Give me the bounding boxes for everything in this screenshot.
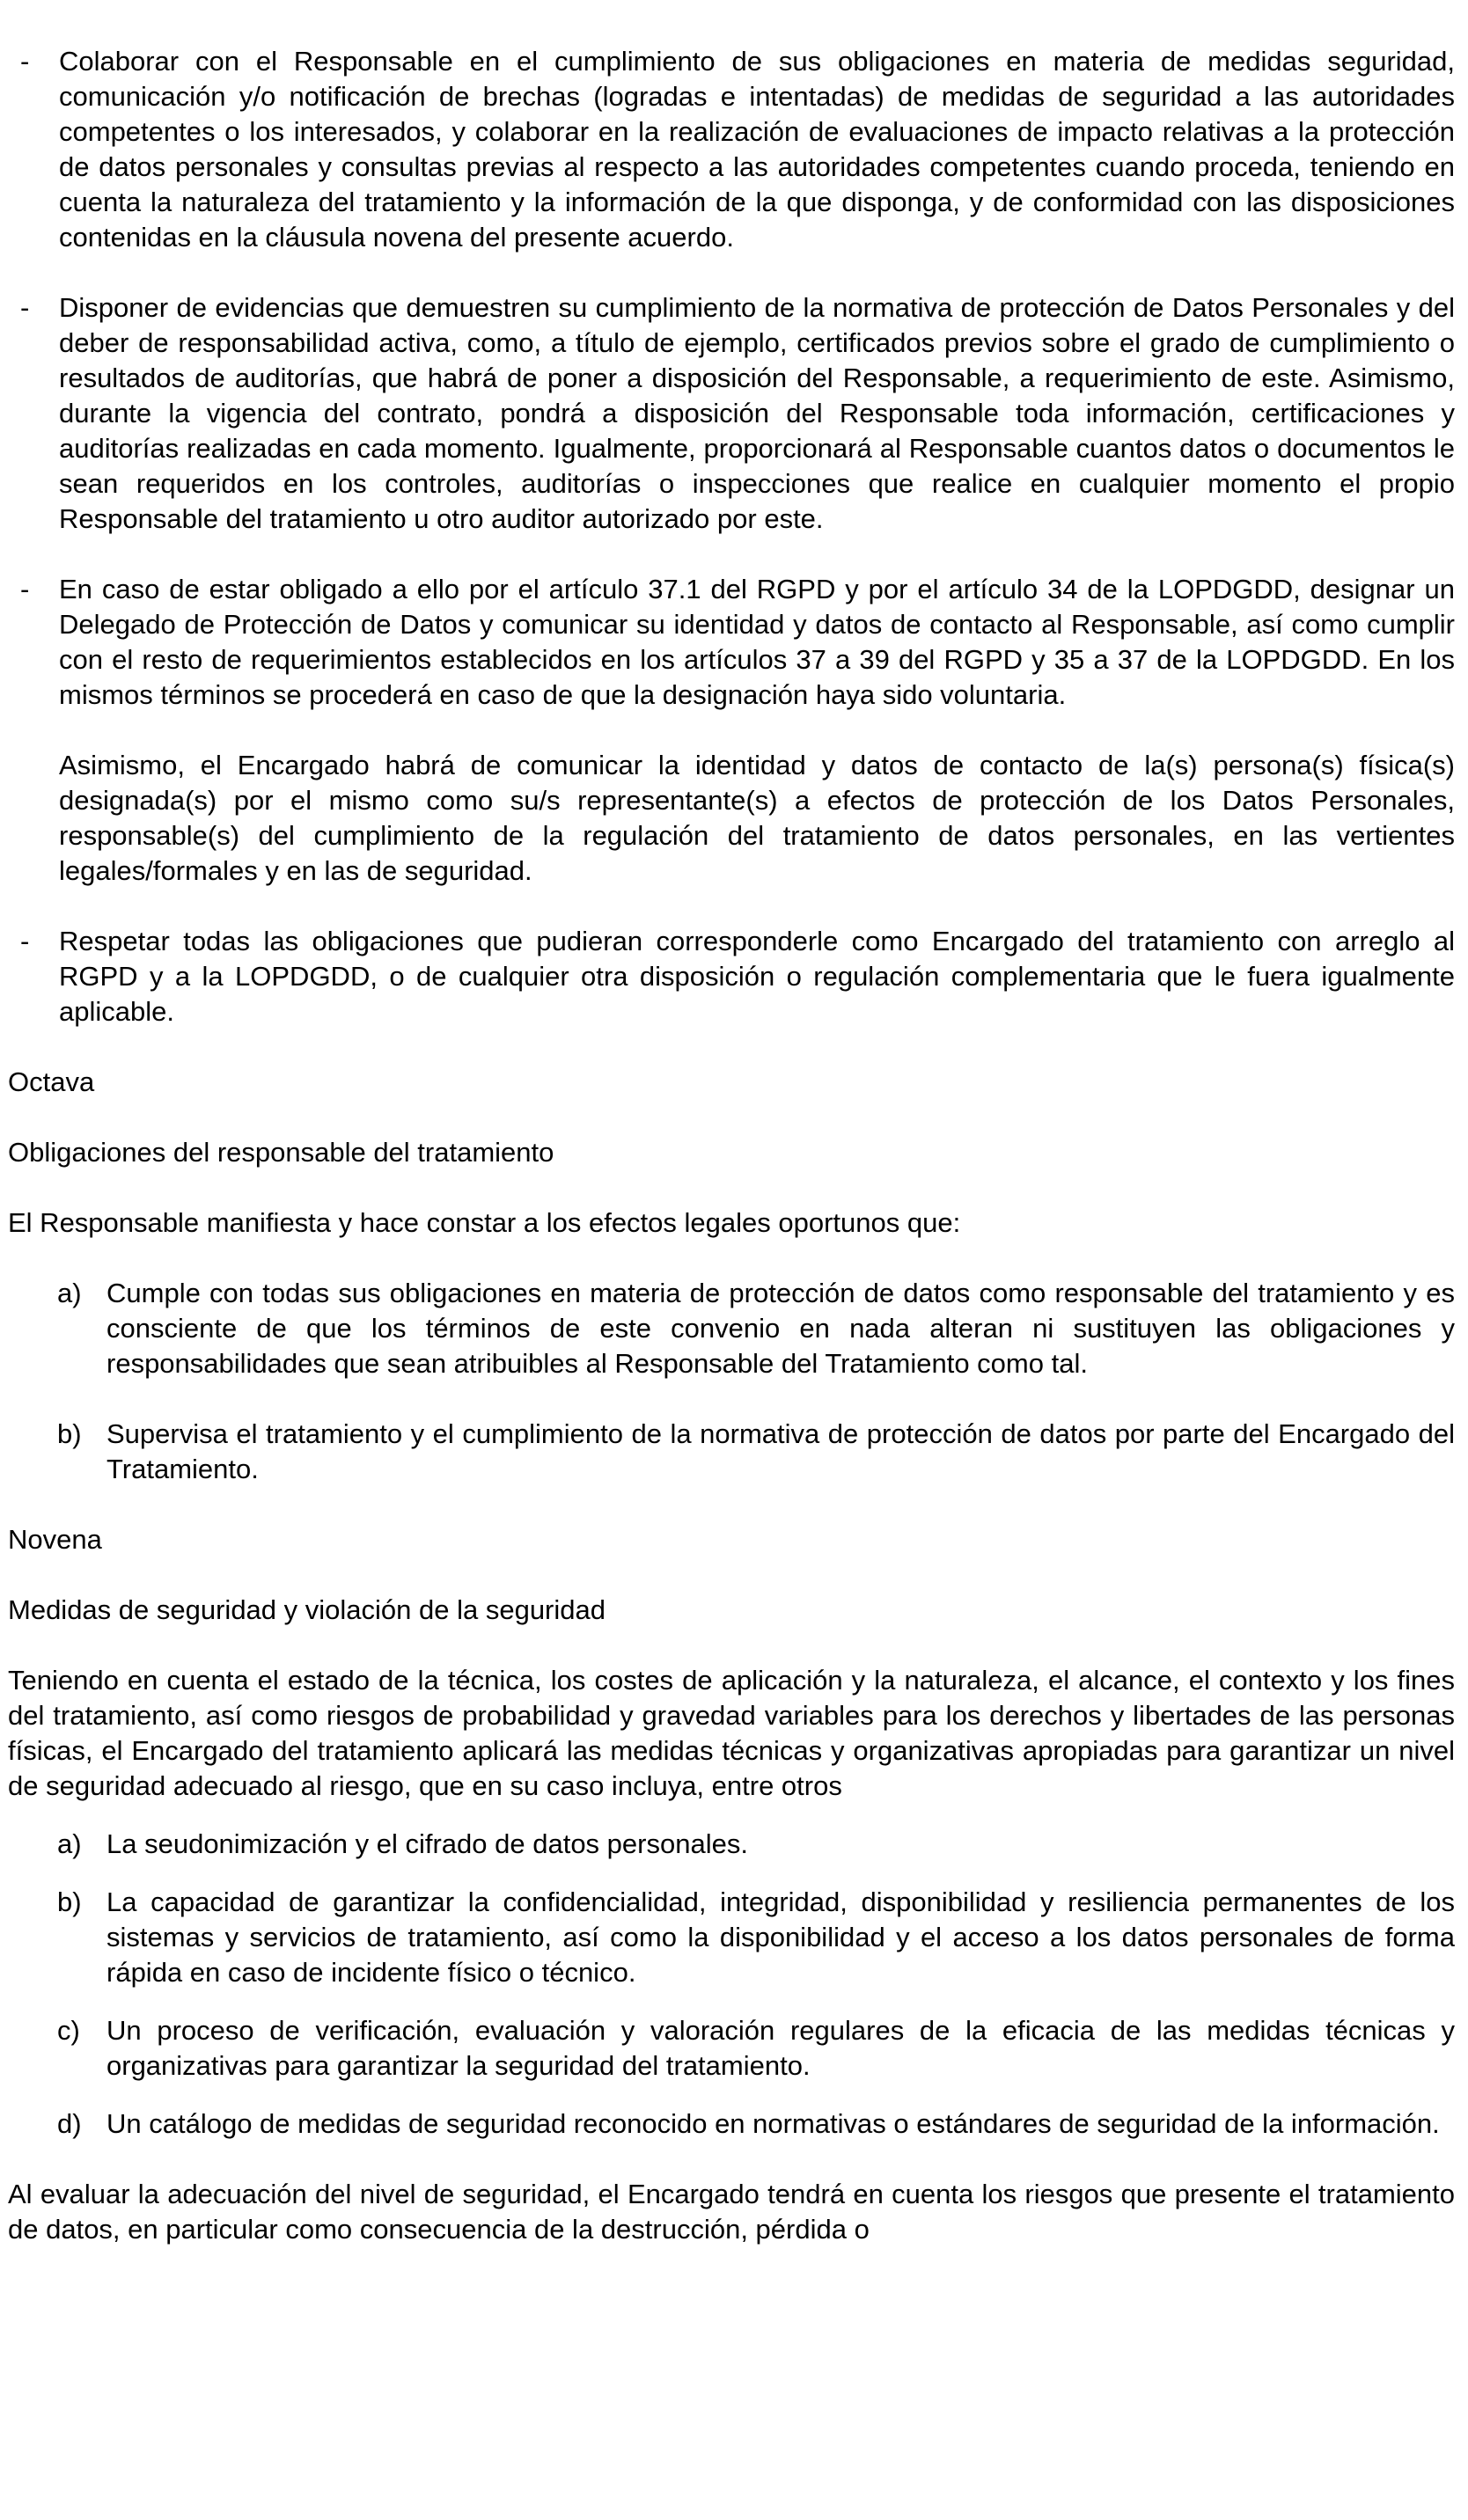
dash-marker: - [20, 926, 30, 956]
item-text: Supervisa el tratamiento y el cumplimiento de la normativa de protección de datos por parte del Encargado del Tratamiento. [106, 1418, 1455, 1484]
lettered-list-item [8, 2106, 1455, 2142]
letter-marker: a) [57, 1278, 82, 1308]
item-text: Cumple con todas sus obligaciones en materia de protección de datos como responsable del tratamiento y es consciente de que los términos de este convenio en nada alteran ni sustituyen las obligaciones y responsabilidades que sean atribuibles al Responsable del Tratamiento como tal. [106, 1278, 1455, 1379]
item-text: Un catálogo de medidas de seguridad reconocido en normativas o estándares de seguridad de la información. [106, 2108, 1440, 2139]
continuation-paragraph: Asimismo, el Encargado habrá de comunicar la identidad y datos de contacto de la(s) persona(s) física(s) designada(s) por el mismo como su/s representante(s) a efectos de protección de los Datos Personales, responsable(s) del cumplimiento de la regulación del tratamiento de datos personales, en las vertientes legales/formales y en las de seguridad. [59, 750, 1455, 886]
letter-marker: c) [57, 2015, 80, 2046]
letter-marker: a) [57, 1828, 82, 1859]
paragraph: El Responsable manifiesta y hace constar a los efectos legales oportunos que: [8, 1207, 961, 1238]
item-text: Disponer de evidencias que demuestren su cumplimiento de la normativa de protección de Datos Personales y del deber de responsabilidad activa, como, a título de ejemplo, certificados previos sobre el grado de cumplimiento o resultados de auditorías, que habrá de poner a disposición del Responsable, a requerimiento de este. Asimismo, durante la vigencia del contrato, pondrá a disposición del Responsable toda información, certificaciones y auditorías realizadas en cada momento. Igualmente, proporcionará al Responsable cuantos datos o documentos le sean requeridos en los controles, auditorías o inspecciones que realice en cualquier momento el propio Responsable del tratamiento u otro auditor autorizado por este. [59, 292, 1455, 534]
lettered-list-item [8, 1276, 1455, 1381]
section-heading: Obligaciones del responsable del tratamiento [8, 1137, 554, 1168]
item-text: Respetar todas las obligaciones que pudieran corresponderle como Encargado del tratamiento con arreglo al RGPD y a la LOPDGDD, o de cualquier otra disposición o regulación complementaria que le fuera igualmente aplicable. [59, 926, 1455, 1027]
item-text: En caso de estar obligado a ello por el artículo 37.1 del RGPD y por el artículo 34 de la LOPDGDD, designar un Delegado de Protección de Datos y comunicar su identidad y datos de contacto al Responsable, así como cumplir con el resto de requerimientos establecidos en los artículos 37 a 39 del RGPD y 35 a 37 de la LOPDGDD. En los mismos términos se procederá en caso de que la designación haya sido voluntaria. [59, 574, 1455, 710]
letter-marker: d) [57, 2108, 82, 2139]
lettered-list-item [8, 1885, 1455, 1990]
item-text: Un proceso de verificación, evaluación y valoración regulares de la eficacia de las medidas técnicas y organizativas para garantizar la seguridad del tratamiento. [106, 2015, 1455, 2081]
dash-marker: - [20, 292, 30, 323]
dash-marker: - [20, 46, 30, 77]
item-text: Colaborar con el Responsable en el cumplimiento de sus obligaciones en materia de medidas seguridad, comunicación y/o notificación de brechas (logradas e intentadas) de medidas de seguridad a las autoridades competentes o los interesados, y colaborar en la realización de evaluaciones de impacto relativas a la protección de datos personales y consultas previas al respecto a las autoridades competentes cuando proceda, teniendo en cuenta la naturaleza del tratamiento y la información de la que disponga, y de conformidad con las disposiciones contenidas en la cláusula novena del presente acuerdo. [59, 46, 1455, 253]
section-heading: Novena [8, 1524, 102, 1555]
lettered-list-item [8, 2013, 1455, 2084]
dash-marker: - [20, 574, 30, 604]
item-text: La seudonimización y el cifrado de datos personales. [106, 1828, 748, 1859]
section-heading: Medidas de seguridad y violación de la seguridad [8, 1594, 606, 1625]
item-text: La capacidad de garantizar la confidencialidad, integridad, disponibilidad y resiliencia permanentes de los sistemas y servicios de tratamiento, así como la disponibilidad y el acceso a los datos personales de forma rápida en caso de incidente físico o técnico. [106, 1886, 1455, 1988]
paragraph: Al evaluar la adecuación del nivel de seguridad, el Encargado tendrá en cuenta los riesgos que presente el tratamiento de datos, en particular como consecuencia de la destrucción, pérdida o [8, 2179, 1455, 2245]
dash-bullet-item [8, 924, 1455, 1029]
lettered-list-item [8, 1417, 1455, 1487]
letter-marker: b) [57, 1418, 82, 1449]
dash-bullet-item [8, 290, 1455, 537]
letter-marker: b) [57, 1886, 82, 1917]
section-heading: Octava [8, 1066, 95, 1097]
dash-bullet-item [8, 44, 1455, 255]
dash-bullet-item [8, 572, 1455, 713]
lettered-list-item [8, 1827, 1455, 1862]
paragraph: Teniendo en cuenta el estado de la técnica, los costes de aplicación y la naturaleza, el alcance, el contexto y los fines del tratamiento, así como riesgos de probabilidad y gravedad variables para los derechos y libertades de las personas físicas, el Encargado del tratamiento aplicará las medidas técnicas y organizativas apropiadas para garantizar un nivel de seguridad adecuado al riesgo, que en su caso incluya, entre otros [8, 1665, 1455, 1801]
